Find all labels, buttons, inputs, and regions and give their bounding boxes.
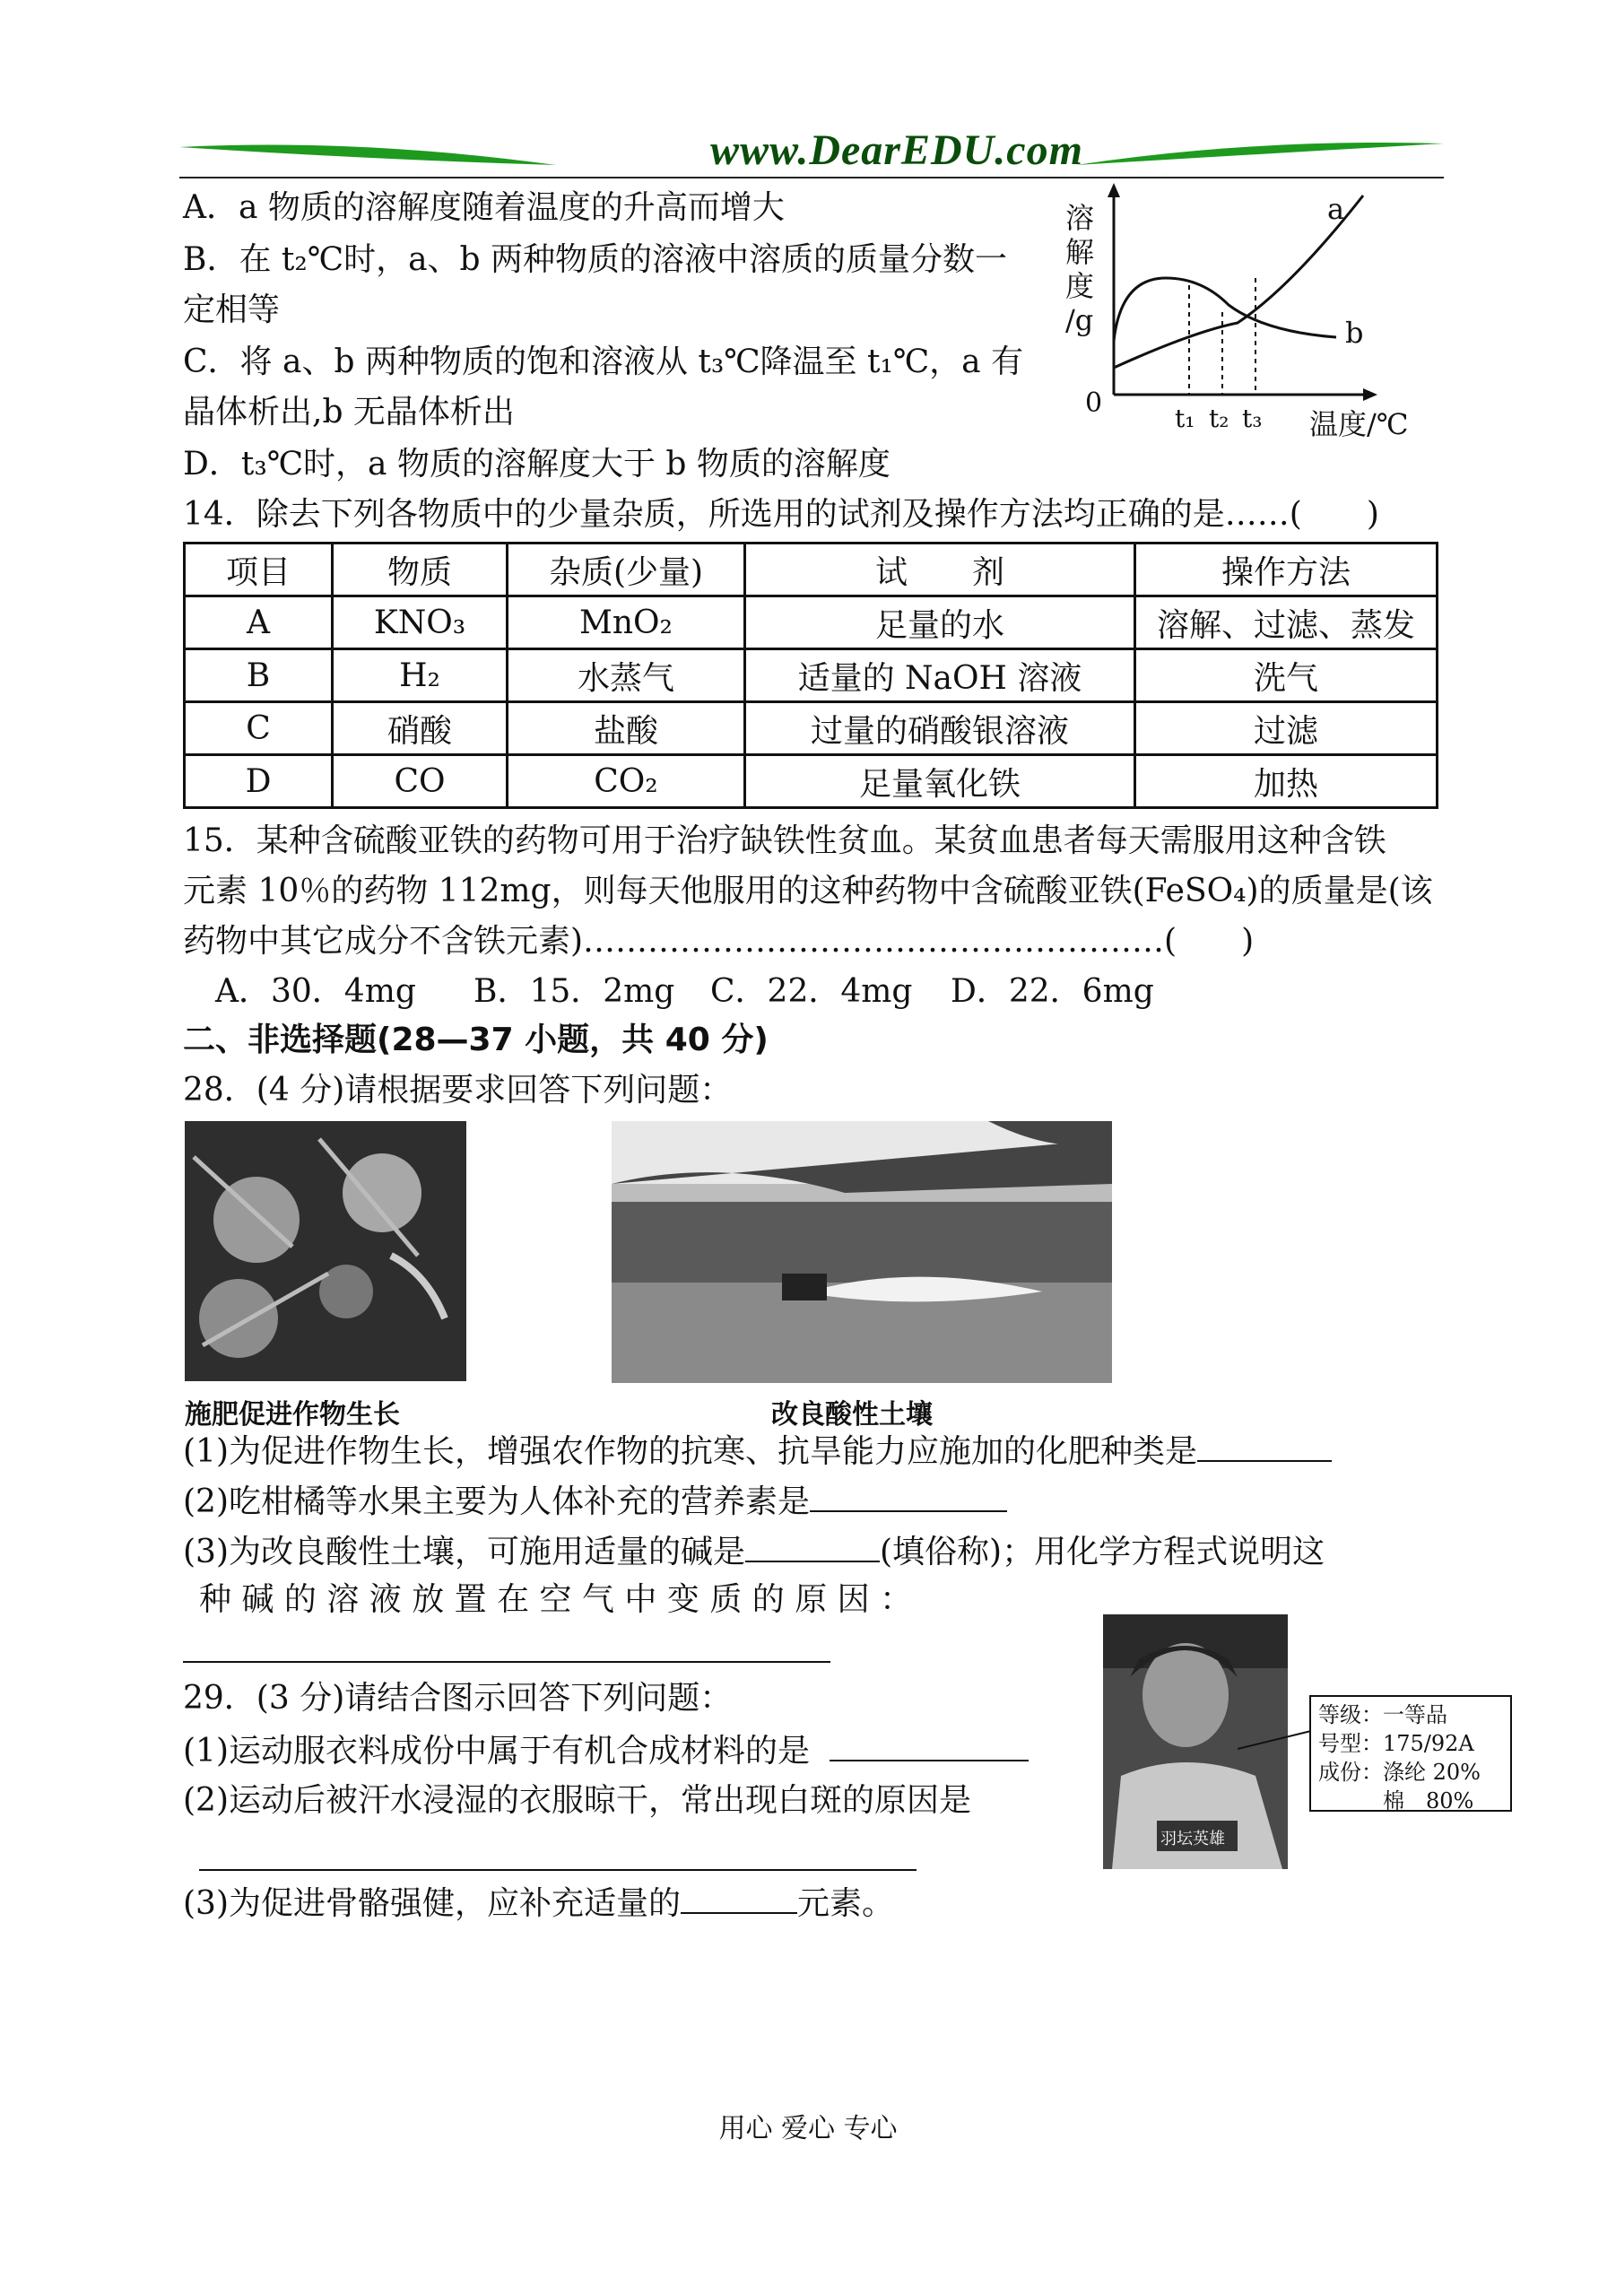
q28-part1: (1)为促进作物生长，增强农作物的抗寒、抗旱能力应施加的化肥种类是 [183,1430,1332,1474]
fruit-tree-image [185,1121,466,1381]
table-cell: 过滤 [1135,702,1438,755]
q15-line1: 15．某种含硫酸亚铁的药物可用于治疗缺铁性贫血。某贫血患者每天需服用这种含铁 [183,822,1386,859]
q28-part3-cont: 种 碱 的 溶 液 放 置 在 空 气 中 变 质 的 原 因 ： [199,1581,913,1618]
q15-option-a: A．30．4mg [215,973,416,1010]
q28-part3: (3)为改良酸性土壤，可施用适量的碱是 (填俗称)；用化学方程式说明这 [183,1530,1325,1574]
page-footer: 用心 爱心 专心 [718,2113,898,2144]
answer-blank[interactable] [830,1729,1029,1761]
soil-caption: 改良酸性土壤 [771,1399,933,1431]
table-cell: 过量的硝酸银溶液 [745,702,1135,755]
table-header-cell: 项目 [185,544,333,596]
table-header-row [185,544,1438,596]
table-cell: D [185,755,333,808]
answer-blank[interactable] [681,1882,797,1914]
table-cell: 水蒸气 [508,649,745,702]
table-row [185,755,1438,808]
q13-option-c-cont: 晶体析出,b 无晶体析出 [183,394,515,430]
table-header-cell: 试 剂 [745,544,1135,596]
q14-stem: 14．除去下列各物质中的少量杂质，所选用的试剂及操作方法均正确的是……( ) [183,496,1379,533]
table-cell: 溶解、过滤、蒸发 [1135,596,1438,649]
graph-tick-t3: t₃ [1242,404,1263,433]
answer-blank[interactable] [745,1530,880,1562]
soil-photo [612,1121,1112,1383]
q15-option-c: C．22．4mg [710,973,913,1010]
answer-line[interactable] [199,1869,917,1871]
header-rule [179,177,1444,178]
q15-option-d: D．22．6mg [951,973,1154,1010]
q13-option-b: B．在 t₂℃时，a、b 两种物质的溶液中溶质的质量分数一 [183,241,1008,278]
graph-xlabel: 温度/℃ [1309,407,1409,441]
table-cell: 洗气 [1135,649,1438,702]
fertilizer-caption: 施肥促进作物生长 [185,1399,400,1431]
table-row [185,596,1438,649]
field-spraying-image [612,1121,1112,1383]
table-header-cell: 杂质(少量) [508,544,745,596]
curve-b-label: b [1345,316,1364,350]
table-header-cell: 操作方法 [1135,544,1438,596]
q29-stem: 29．(3 分)请结合图示回答下列问题： [183,1680,733,1717]
table-cell: B [185,649,333,702]
table-cell: CO [333,755,508,808]
section-title: 二、非选择题(28—37 小题，共 40 分) [183,1022,769,1058]
clothing-label: 等级：一等品 号型：175/92A 成份：涤纶 20% 棉 80% [1309,1695,1512,1812]
graph-origin: 0 [1085,387,1103,419]
graph-tick-t2: t₂ [1209,404,1229,433]
table-cell: CO₂ [508,755,745,808]
q29-part2: (2)运动后被汗水浸湿的衣服晾干，常出现白斑的原因是 [183,1782,971,1819]
table-header-cell: 物质 [333,544,508,596]
answer-line[interactable] [183,1661,830,1663]
graph-ylabel: 溶 解 度 /g [1065,201,1095,337]
q15-line3: 药物中其它成分不含铁元素)………………………………………………( ) [183,923,1255,960]
table-cell: A [185,596,333,649]
q14-table [183,542,1438,809]
table-cell: 硝酸 [333,702,508,755]
q28-part2: (2)吃柑橘等水果主要为人体补充的营养素是 [183,1480,1007,1524]
table-cell: C [185,702,333,755]
answer-blank[interactable] [1197,1430,1332,1462]
answer-blank[interactable] [810,1480,1007,1512]
q13-option-a: A．a 物质的溶解度随着温度的升高而增大 [183,189,785,226]
q15-option-b: B．15．2mg [474,973,675,1010]
solubility-graph [1058,179,1444,448]
q13-option-b-cont: 定相等 [183,291,281,328]
table-cell: KNO₃ [333,596,508,649]
table-cell: 盐酸 [508,702,745,755]
table-cell: 足量的水 [745,596,1135,649]
graph-tick-t1: t₁ [1175,404,1195,433]
table-cell: 足量氧化铁 [745,755,1135,808]
q29-part1: (1)运动服衣料成份中属于有机合成材料的是 [183,1729,1029,1773]
table-row [185,649,1438,702]
q15-line2: 元素 10％的药物 112mg，则每天他服用的这种药物中含硫酸亚铁(FeSO₄)的质量是(该 [183,873,1433,909]
pointer-line-icon [1238,1722,1318,1758]
q29-part3: (3)为促进骨骼强健，应补充适量的 元素。 [183,1882,894,1926]
q13-option-c: C．将 a、b 两种物质的饱和溶液从 t₃℃降温至 t₁℃，a 有 [183,344,1024,380]
shirt-tag: 羽坛英雄 [1160,1830,1225,1848]
table-cell: MnO₂ [508,596,745,649]
fertilizer-photo [185,1121,466,1381]
site-name: www.DearEDU.com [710,126,1083,174]
table-cell: H₂ [333,649,508,702]
table-row [185,702,1438,755]
table-cell: 适量的 NaOH 溶液 [745,649,1135,702]
table-cell: 加热 [1135,755,1438,808]
q28-stem: 28．(4 分)请根据要求回答下列问题： [183,1072,733,1109]
q13-option-d: D．t₃℃时，a 物质的溶解度大于 b 物质的溶解度 [183,446,891,483]
curve-a-label: a [1327,192,1345,226]
